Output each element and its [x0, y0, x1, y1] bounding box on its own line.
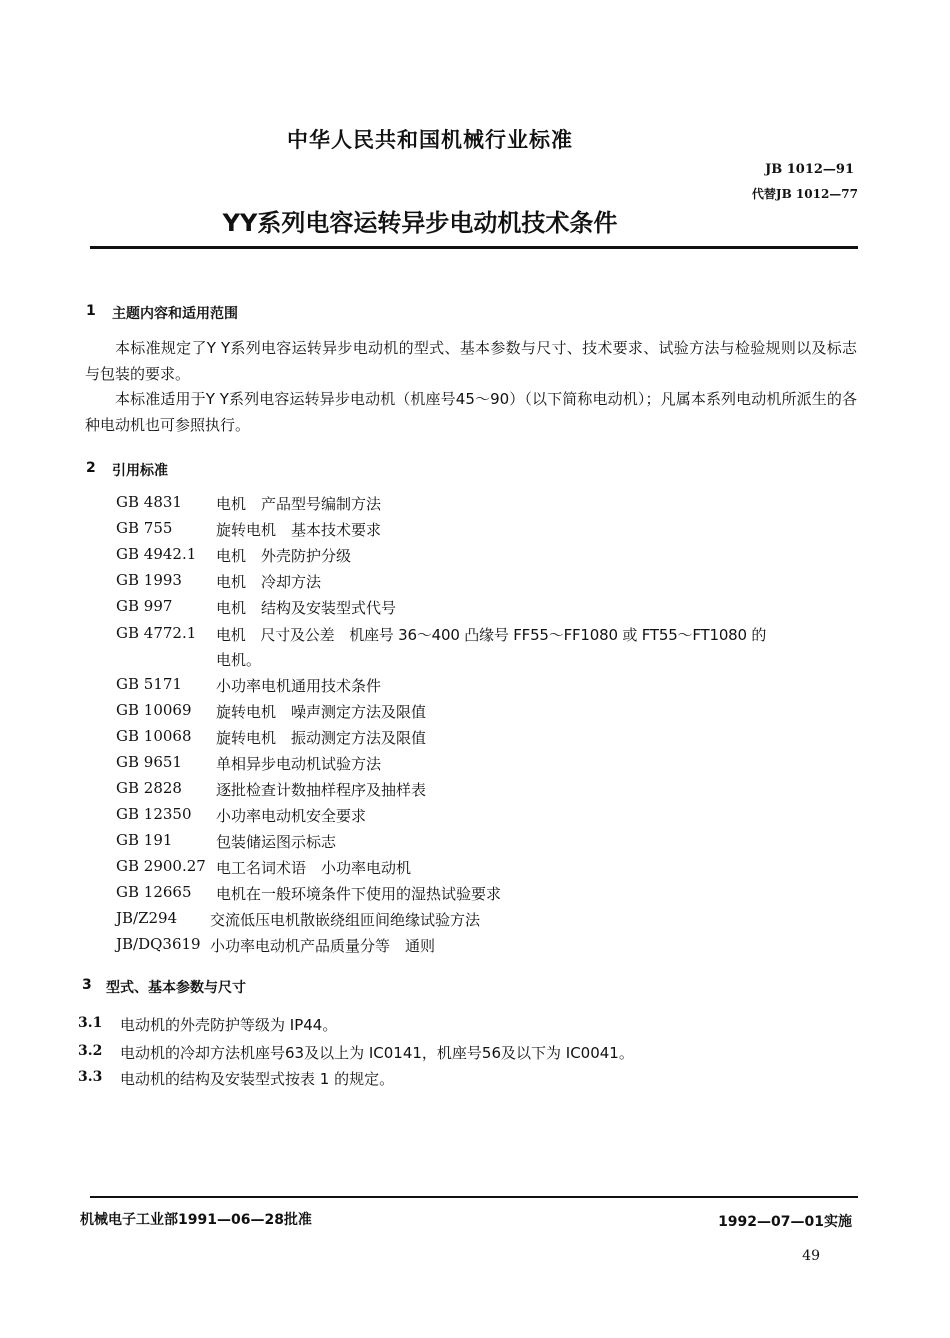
clause-number: 3.1: [78, 1015, 103, 1031]
reference-title: 旋转电机 噪声测定方法及限值: [216, 703, 427, 721]
reference-code: GB 5171: [116, 675, 182, 693]
issuing-body-title: 中华人民共和国机械行业标准: [287, 128, 573, 152]
reference-title: 电工名词术语 小功率电动机: [216, 859, 412, 877]
section-1-paragraph-1: 本标准规定了Y Y系列电容运转异步电动机的型式、基本参数与尺寸、技术要求、试验方法与检验规则以及标志与包装的要求。: [85, 339, 857, 383]
section-2-number: 2: [86, 460, 96, 476]
page-number: 49: [802, 1248, 820, 1264]
reference-title: 电机 结构及安装型式代号: [216, 599, 397, 617]
reference-code: GB 755: [116, 519, 173, 537]
header-divider: [90, 246, 858, 249]
section-1-paragraph-2: 本标准适用于Y Y系列电容运转异步电动机（机座号45～90）（以下简称电动机）；凡属本系列电动机所派生的各种电动机也可参照执行。: [85, 390, 857, 434]
reference-title: 电机在一般环境条件下使用的湿热试验要求: [216, 885, 502, 903]
reference-code: GB 12665: [116, 883, 192, 901]
reference-title: 小功率电机通用技术条件: [216, 677, 382, 695]
reference-code: GB 4942.1: [116, 545, 197, 563]
reference-code: GB 10068: [116, 727, 192, 745]
reference-code: GB 10069: [116, 701, 192, 719]
reference-title: 包装储运图示标志: [216, 833, 337, 851]
clause-text: 电动机的冷却方法机座号63及以上为 IC0141，机座号56及以下为 IC0041。: [120, 1044, 634, 1062]
clause-text: 电动机的结构及安装型式按表 1 的规定。: [120, 1070, 395, 1088]
reference-code: GB 2900.27: [116, 857, 206, 875]
reference-code: JB/DQ3619: [116, 935, 201, 953]
reference-code: GB 1993: [116, 571, 182, 589]
clause-text: 电动机的外壳防护等级为 IP44。: [120, 1016, 338, 1034]
section-3-title: 型式、基本参数与尺寸: [106, 980, 246, 996]
reference-title: 小功率电动机产品质量分等 通则: [210, 937, 436, 955]
reference-title: 电机 冷却方法: [216, 573, 322, 591]
reference-code: GB 4831: [116, 493, 182, 511]
standard-number: JB 1012—91: [765, 162, 854, 177]
section-1-title: 主题内容和适用范围: [112, 306, 238, 322]
reference-code: GB 12350: [116, 805, 192, 823]
reference-title: 旋转电机 振动测定方法及限值: [216, 729, 427, 747]
replaces-standard: 代替JB 1012—77: [751, 187, 858, 201]
reference-code: GB 2828: [116, 779, 182, 797]
reference-title: 旋转电机 基本技术要求: [216, 521, 382, 539]
reference-code: GB 997: [116, 597, 173, 615]
clause-number: 3.3: [78, 1069, 103, 1085]
reference-code: GB 4772.1: [116, 624, 197, 642]
reference-title: 电机 产品型号编制方法: [216, 495, 382, 513]
reference-title: 交流低压电机散嵌绕组匝间绝缘试验方法: [210, 911, 481, 929]
reference-code: GB 191: [116, 831, 173, 849]
approval-notice: 机械电子工业部1991—06—28批准: [80, 1212, 312, 1228]
document-title: YY系列电容运转异步电动机技术条件: [222, 209, 618, 237]
reference-title: 单相异步电动机试验方法: [216, 755, 382, 773]
reference-title: 小功率电动机安全要求: [216, 807, 367, 825]
section-3-number: 3: [82, 977, 92, 993]
effective-date: 1992—07—01实施: [718, 1214, 852, 1230]
reference-code: JB/Z294: [116, 909, 178, 927]
section-2-title: 引用标准: [112, 463, 168, 479]
reference-code: GB 9651: [116, 753, 182, 771]
reference-title: 电机 外壳防护分级: [216, 547, 352, 565]
reference-title-continuation: 电机。: [216, 651, 262, 669]
reference-title: 逐批检查计数抽样程序及抽样表: [216, 781, 427, 799]
clause-number: 3.2: [78, 1043, 103, 1059]
reference-title: 电机 尺寸及公差 机座号 36～400 凸缘号 FF55～FF1080 或 FT55～FT1080 的: [216, 626, 767, 644]
section-1-number: 1: [86, 303, 96, 319]
footer-divider: [90, 1196, 858, 1198]
